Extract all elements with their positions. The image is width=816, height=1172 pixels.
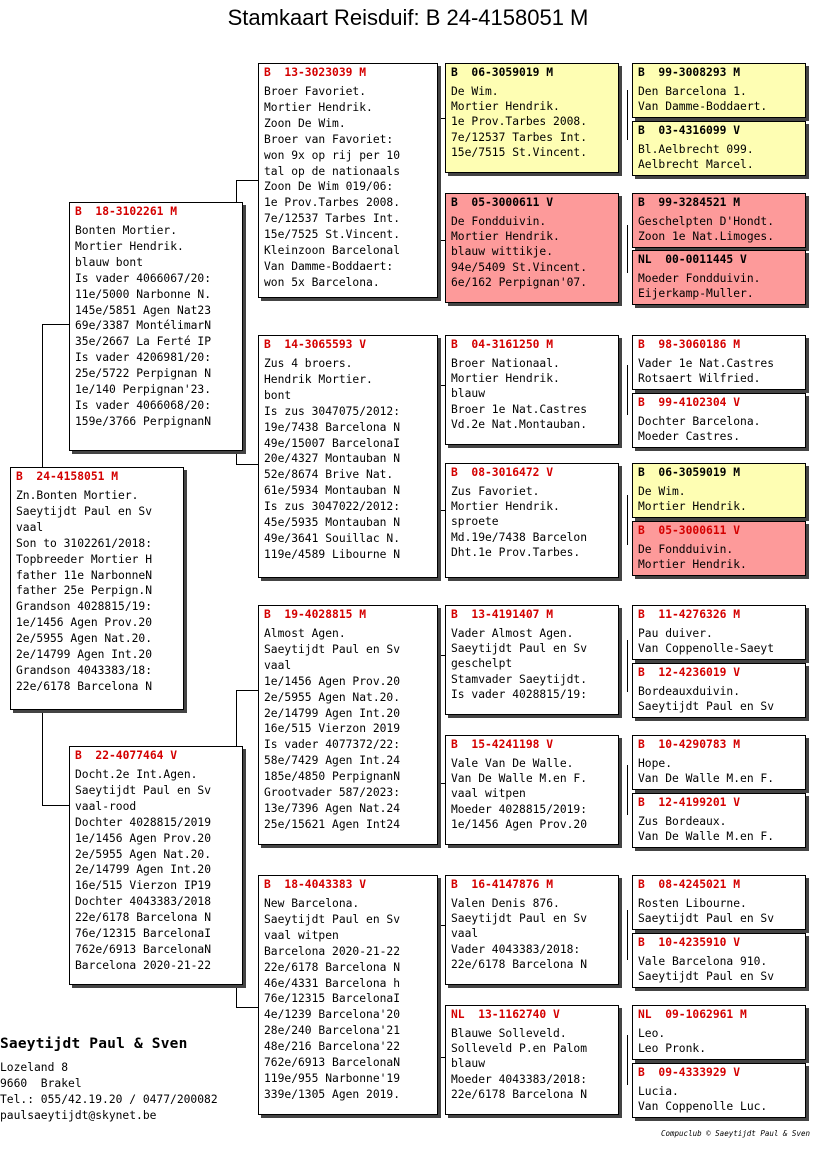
owner-name: Saeytijdt Paul & Sven <box>0 1036 188 1052</box>
pedigree-line: Grandson 4028815/19: <box>16 600 153 614</box>
ring-number: B 09-4333929 V <box>638 1066 741 1079</box>
pedigree-line: 25e/15621 Agen Int24 <box>264 817 401 831</box>
pedigree-line: 185e/4850 PerpignanN <box>264 770 401 784</box>
pedigree-line: 2e/14799 Agen Int.20 <box>75 863 212 877</box>
pedigree-line: 159e/3766 PerpignanN <box>75 414 212 428</box>
pedigree-line: Bonten Mortier. <box>75 224 178 237</box>
pedigree-line: Broer van Favoriet: <box>264 132 394 146</box>
pedigree-line: Leo. <box>638 1027 666 1040</box>
pedigree-line: Valen Denis 876. <box>451 897 560 910</box>
pedigree-line: Vale Barcelona 910. <box>638 955 768 968</box>
pedigree-line: Bordeauxduivin. <box>638 685 741 698</box>
pedigree-line: Is vader 4066067/20: <box>75 271 212 285</box>
pedigree-line: vaal <box>16 520 44 534</box>
pedigree-line: Mortier Hendrik. <box>451 500 560 514</box>
pedigree-line: 28e/240 Barcelona'21 <box>264 1024 401 1038</box>
connector-line <box>236 985 237 1007</box>
pedigree-line: Moeder 4028815/2019: <box>451 802 588 816</box>
ring-number: B 14-3065593 V <box>264 338 367 351</box>
connector-line <box>236 690 237 746</box>
pedigree-line: 49e/3641 Souillac N. <box>264 531 401 545</box>
pedigree-line: 69e/3387 MontélimarN <box>75 319 212 333</box>
ring-number: B 99-3008293 M <box>638 66 741 79</box>
pedigree-line: 46e/4331 Barcelona h <box>264 976 401 990</box>
pedigree-card-gen4[interactable] <box>632 605 806 660</box>
pedigree-line: Mortier Hendrik. <box>638 558 747 572</box>
pedigree-line: Vader Almost Agen. <box>451 627 574 640</box>
pedigree-card-gen3[interactable] <box>445 193 619 303</box>
connector-line <box>42 324 43 468</box>
pedigree-line: blauw <box>451 1057 486 1071</box>
connector-line <box>236 180 237 202</box>
ring-number: B 15-4241198 V <box>451 738 554 751</box>
pedigree-line: 145e/5851 Agen Nat23 <box>75 303 212 317</box>
ring-number: B 99-4102304 V <box>638 396 741 409</box>
pedigree-line: Mortier Hendrik. <box>451 372 560 386</box>
pedigree-card-gen4[interactable] <box>632 735 806 790</box>
pedigree-line: Is zus 3047022/2012: <box>264 500 401 514</box>
pedigree-line: Solleveld P.en Palom <box>451 1042 588 1056</box>
connector-line <box>42 805 69 806</box>
pedigree-line: Saeytijdt Paul en Sv <box>638 700 775 714</box>
connector-line <box>627 1035 628 1085</box>
pedigree-line: Saeytijdt Paul en Sv <box>451 912 588 926</box>
pedigree-line: won 5x Barcelona. <box>264 275 380 289</box>
pedigree-line: De Wim. <box>451 85 499 98</box>
ring-number: B 05-3000611 V <box>638 524 741 537</box>
connector-line <box>627 495 628 545</box>
pedigree-line: Broer 1e Nat.Castres <box>451 402 588 416</box>
ring-number: B 11-4276326 M <box>638 608 741 621</box>
pedigree-line: 76e/12315 BarcelonaI <box>264 992 401 1006</box>
pedigree-card-gen4[interactable] <box>632 463 806 518</box>
ring-number: B 24-4158051 M <box>16 470 119 483</box>
pedigree-line: 22e/6178 Barcelona N <box>451 1087 588 1101</box>
pedigree-line: Saeytijdt Paul en Sv <box>264 642 401 656</box>
pedigree-line: 1e/1456 Agen Prov.20 <box>264 674 401 688</box>
pedigree-line: 1e/1456 Agen Prov.20 <box>16 616 153 630</box>
pedigree-line: Grootvader 587/2023: <box>264 786 401 800</box>
pedigree-line: vaal <box>264 658 292 672</box>
pedigree-line: Geschelpten D'Hondt. <box>638 215 775 228</box>
pedigree-line: Dochter 4028815/2019 <box>75 815 212 829</box>
pedigree-line: Zoon De Wim 019/06: <box>264 180 394 194</box>
pedigree-line: 16e/515 Vierzon IP19 <box>75 879 212 893</box>
pedigree-card-gen4[interactable] <box>632 63 806 118</box>
pedigree-line: Md.19e/7438 Barcelon <box>451 530 588 544</box>
pedigree-line: 6e/162 Perpignan'07. <box>451 275 588 289</box>
pedigree-line: Rosten Libourne. <box>638 897 747 910</box>
pedigree-line: Zoon De Wim. <box>264 116 346 130</box>
connector-line <box>236 1007 258 1008</box>
pedigree-card-gen3[interactable] <box>445 605 619 715</box>
pedigree-line: Rotsaert Wilfried. <box>638 372 761 386</box>
pedigree-line: Is vader 4028815/19: <box>451 687 588 701</box>
pedigree-line: Vd.2e Nat.Montauban. <box>451 417 588 431</box>
pedigree-line: blauw <box>451 387 486 401</box>
ring-number: B 05-3000611 V <box>451 196 554 209</box>
pedigree-line: 22e/6178 Barcelona N <box>16 679 153 693</box>
ring-number: B 12-4236019 V <box>638 666 741 679</box>
pedigree-line: Saeytijdt Paul en Sv <box>75 783 212 797</box>
pedigree-line: Barcelona 2020-21-22 <box>264 944 401 958</box>
connector-line <box>236 450 237 464</box>
pedigree-line: Vader 1e Nat.Castres <box>638 357 775 370</box>
pedigree-card-gen4[interactable] <box>632 393 806 448</box>
pedigree-line: 25e/5722 Perpignan N <box>75 367 212 381</box>
pedigree-line: Van Damme-Boddaert. <box>638 100 768 114</box>
ring-number: B 99-3284521 M <box>638 196 741 209</box>
pedigree-line: 7e/12537 Tarbes Int. <box>451 130 588 144</box>
ring-number: B 03-4316099 V <box>638 124 741 137</box>
connector-line <box>42 709 43 805</box>
pedigree-line: 2e/5955 Agen Nat.20. <box>16 632 153 646</box>
pedigree-line: Den Barcelona 1. <box>638 85 747 98</box>
ring-number: B 06-3059019 M <box>451 66 554 79</box>
pedigree-line: Saeytijdt Paul en Sv <box>638 912 775 926</box>
pedigree-line: De Fondduivin. <box>451 215 547 228</box>
pedigree-line: Leo Pronk. <box>638 1042 707 1056</box>
pedigree-line: 61e/5934 Montauban N <box>264 484 401 498</box>
pedigree-line: 13e/7396 Agen Nat.24 <box>264 801 401 815</box>
pedigree-line: 762e/6913 BarcelonaN <box>75 942 212 956</box>
pedigree-line: Is vader 4206981/20: <box>75 351 212 365</box>
pedigree-line: 94e/5409 St.Vincent. <box>451 260 588 274</box>
pedigree-line: Mortier Hendrik. <box>264 100 373 114</box>
pedigree-line: 2e/14799 Agen Int.20 <box>16 648 153 662</box>
ring-number: B 08-3016472 V <box>451 466 554 479</box>
pedigree-line: Zus Favoriet. <box>451 485 540 498</box>
owner-phone: Tel.: 055/42.19.20 / 0477/200082 <box>0 1093 218 1106</box>
connector-line <box>627 765 628 815</box>
pedigree-line: Van Coppenolle Luc. <box>638 1100 768 1114</box>
pedigree-line: 1e/1456 Agen Prov.20 <box>451 817 588 831</box>
pedigree-line: Vale Van De Walle. <box>451 757 574 770</box>
ring-number: B 13-4191407 M <box>451 608 554 621</box>
pedigree-line: 119e/955 Narbonne'19 <box>264 1071 401 1085</box>
pedigree-card-subject[interactable] <box>10 467 184 710</box>
ring-number: B 10-4290783 M <box>638 738 741 751</box>
pedigree-line: Is vader 4066068/20: <box>75 398 212 412</box>
pedigree-line: 7e/12537 Tarbes Int. <box>264 212 401 226</box>
software-credit: Compuclub © Saeytijdt Paul & Sven <box>660 1129 810 1138</box>
pedigree-line: Broer Nationaal. <box>451 357 560 370</box>
connector-line <box>236 180 258 181</box>
ring-number: NL 00-0011445 V <box>638 253 747 266</box>
pedigree-line: Moeder Castres. <box>638 430 741 444</box>
connector-line <box>236 464 258 465</box>
pedigree-line: 15e/7525 St.Vincent. <box>264 228 401 242</box>
pedigree-card-gen3[interactable] <box>445 875 619 985</box>
pedigree-line: sproete <box>451 515 499 529</box>
pedigree-line: 2e/14799 Agen Int.20 <box>264 706 401 720</box>
ring-number: B 98-3060186 M <box>638 338 741 351</box>
pedigree-line: 58e/7429 Agen Int.24 <box>264 754 401 768</box>
pedigree-line: bont <box>264 388 292 402</box>
pedigree-line: Zoon 1e Nat.Limoges. <box>638 230 775 244</box>
owner-email[interactable]: paulsaeytijdt@skynet.be <box>0 1109 157 1122</box>
pedigree-line: Is zus 3047075/2012: <box>264 404 401 418</box>
pedigree-line: Zus 4 broers. <box>264 357 353 370</box>
ring-number: B 19-4028815 M <box>264 608 367 621</box>
pedigree-line: Mortier Hendrik. <box>75 239 184 253</box>
pedigree-card-gen4[interactable] <box>632 521 806 576</box>
pedigree-line: Van De Walle M.en F. <box>451 772 588 786</box>
pedigree-line: 52e/8674 Brive Nat. <box>264 468 394 482</box>
pedigree-line: Blauwe Solleveld. <box>451 1027 567 1040</box>
pedigree-line: Barcelona 2020-21-22 <box>75 958 212 972</box>
ring-number: B 10-4235910 V <box>638 936 741 949</box>
pedigree-line: Kleinzoon Barcelonal <box>264 244 401 258</box>
pedigree-line: father 25e Perpign.N <box>16 584 153 598</box>
pedigree-card-grandmother-maternal[interactable] <box>258 875 438 1115</box>
pedigree-line: 22e/6178 Barcelona N <box>264 960 401 974</box>
pedigree-line: vaal witpen <box>451 787 526 801</box>
pedigree-line: Van Damme-Boddaert: <box>264 259 394 273</box>
pedigree-line: Zn.Bonten Mortier. <box>16 489 139 502</box>
pedigree-line: 2e/5955 Agen Nat.20. <box>264 690 401 704</box>
pedigree-line: 1e Prov.Tarbes 2008. <box>264 196 401 210</box>
ring-number: B 22-4077464 V <box>75 749 178 762</box>
pedigree-line: 48e/216 Barcelona'22 <box>264 1040 401 1054</box>
pedigree-line: 1e/140 Perpignan'23. <box>75 383 212 397</box>
pedigree-card-grandfather-paternal[interactable] <box>258 63 438 298</box>
pedigree-line: 2e/5955 Agen Nat.20. <box>75 847 212 861</box>
ring-number: B 04-3161250 M <box>451 338 554 351</box>
pedigree-card-gen4[interactable] <box>632 663 806 718</box>
pedigree-card-gen3[interactable] <box>445 463 619 578</box>
owner-address-street: Lozeland 8 <box>0 1061 69 1074</box>
pedigree-line: De Fondduivin. <box>638 543 734 556</box>
pedigree-line: blauw bont <box>75 255 144 269</box>
pedigree-line: 22e/6178 Barcelona N <box>75 911 212 925</box>
pedigree-card-grandfather-maternal[interactable] <box>258 605 438 845</box>
pedigree-line: Vader 4043383/2018: <box>451 942 581 956</box>
pedigree-card-gen3[interactable] <box>445 735 619 845</box>
pedigree-line: Stamvader Saeytijdt. <box>451 672 588 686</box>
connector-line <box>627 225 628 273</box>
ring-number: NL 13-1162740 V <box>451 1008 560 1021</box>
pedigree-line: 45e/5935 Montauban N <box>264 516 401 530</box>
pedigree-line: blauw wittikje. <box>451 245 554 259</box>
pedigree-card-father[interactable] <box>69 202 243 451</box>
pedigree-line: 1e Prov.Tarbes 2008. <box>451 115 588 129</box>
ring-number: B 06-3059019 M <box>638 466 741 479</box>
pedigree-line: vaal <box>451 927 479 941</box>
ring-number: NL 09-1062961 M <box>638 1008 747 1021</box>
ring-number: B 08-4245021 M <box>638 878 741 891</box>
pedigree-card-gen4[interactable] <box>632 793 806 848</box>
pedigree-line: 762e/6913 BarcelonaN <box>264 1056 401 1070</box>
pedigree-line: Moeder Fondduivin. <box>638 272 761 285</box>
ring-number: B 18-3102261 M <box>75 205 178 218</box>
pedigree-line: 76e/12315 BarcelonaI <box>75 927 212 941</box>
ring-number: B 16-4147876 M <box>451 878 554 891</box>
connector-line <box>627 365 628 415</box>
pedigree-card-gen4[interactable] <box>632 1005 806 1060</box>
pedigree-card-gen3[interactable] <box>445 335 619 445</box>
pedigree-line: geschelpt <box>451 657 513 671</box>
pedigree-line: Mortier Hendrik. <box>638 500 747 514</box>
pedigree-line: Mortier Hendrik. <box>451 230 560 244</box>
pedigree-card-gen4[interactable] <box>632 875 806 930</box>
pedigree-card-gen4[interactable] <box>632 1063 806 1118</box>
pedigree-line: Hendrik Mortier. <box>264 372 373 386</box>
pedigree-line: Lucia. <box>638 1085 679 1098</box>
pedigree-line: Van De Walle M.en F. <box>638 830 775 844</box>
pedigree-line: Saeytijdt Paul en Sv <box>264 912 401 926</box>
ring-number: B 13-3023039 M <box>264 66 367 79</box>
pedigree-line: Topbreeder Mortier H <box>16 552 153 566</box>
pedigree-line: Dht.1e Prov.Tarbes. <box>451 545 581 559</box>
pedigree-line: 119e/4589 Libourne N <box>264 547 401 561</box>
pedigree-line: Van Coppenolle-Saeyt <box>638 642 775 656</box>
pedigree-line: Almost Agen. <box>264 627 346 640</box>
pedigree-line: Pau duiver. <box>638 627 713 640</box>
pedigree-line: Is vader 4077372/22: <box>264 738 401 752</box>
connector-line <box>627 910 628 960</box>
pedigree-line: Docht.2e Int.Agen. <box>75 768 198 781</box>
pedigree-line: De Wim. <box>638 485 686 498</box>
pedigree-card-gen3[interactable] <box>445 1005 619 1115</box>
connector-line <box>236 690 258 691</box>
pedigree-line: 11e/5000 Narbonne N. <box>75 287 212 301</box>
pedigree-card-gen4[interactable] <box>632 250 806 305</box>
pedigree-card-mother[interactable] <box>69 746 243 985</box>
pedigree-line: Saeytijdt Paul en Sv <box>16 504 153 518</box>
pedigree-line: tal op de nationaals <box>264 164 401 178</box>
owner-address-city: 9660 Brakel <box>0 1077 82 1090</box>
pedigree-line: Grandson 4043383/18: <box>16 663 153 677</box>
pedigree-card-gen4[interactable] <box>632 933 806 988</box>
pedigree-line: Eijerkamp-Muller. <box>638 287 754 301</box>
pedigree-card-gen4[interactable] <box>632 193 806 248</box>
ring-number: B 18-4043383 V <box>264 878 367 891</box>
pedigree-line: Bl.Aelbrecht 099. <box>638 143 754 156</box>
pedigree-line: Hope. <box>638 757 673 770</box>
pedigree-card-grandmother-paternal[interactable] <box>258 335 438 578</box>
pedigree-line: vaal-rood <box>75 799 137 813</box>
pedigree-line: 22e/6178 Barcelona N <box>451 957 588 971</box>
pedigree-line: Moeder 4043383/2018: <box>451 1072 588 1086</box>
pedigree-line: 49e/15007 BarcelonaI <box>264 436 401 450</box>
connector-line <box>42 324 69 325</box>
pedigree-line: Van De Walle M.en F. <box>638 772 775 786</box>
pedigree-line: 16e/515 Vierzon 2019 <box>264 722 401 736</box>
pedigree-card-gen4[interactable] <box>632 121 806 176</box>
ring-number: B 12-4199201 V <box>638 796 741 809</box>
pedigree-line: 20e/4327 Montauban N <box>264 452 401 466</box>
pedigree-line: won 9x op rij per 10 <box>264 148 401 162</box>
pedigree-line: 19e/7438 Barcelona N <box>264 420 401 434</box>
pedigree-line: 4e/1239 Barcelona'20 <box>264 1008 401 1022</box>
pedigree-line: Son to 3102261/2018: <box>16 536 153 550</box>
pedigree-line: Saeytijdt Paul en Sv <box>451 642 588 656</box>
pedigree-line: Aelbrecht Marcel. <box>638 158 754 172</box>
pedigree-line: Zus Bordeaux. <box>638 815 727 828</box>
pedigree-line: Dochter Barcelona. <box>638 415 761 428</box>
pedigree-line: Dochter 4043383/2018 <box>75 895 212 909</box>
pedigree-line: 35e/2667 La Ferté IP <box>75 335 212 349</box>
connector-line <box>627 640 628 692</box>
pedigree-line: Saeytijdt Paul en Sv <box>638 970 775 984</box>
pedigree-line: 339e/1305 Agen 2019. <box>264 1087 401 1101</box>
page-title: Stamkaart Reisduif: B 24-4158051 M <box>227 5 589 30</box>
pedigree-line: 1e/1456 Agen Prov.20 <box>75 831 212 845</box>
pedigree-line: New Barcelona. <box>264 897 360 910</box>
pedigree-card-gen3[interactable] <box>445 63 619 173</box>
connector-line <box>627 90 628 140</box>
pedigree-line: Mortier Hendrik. <box>451 100 560 114</box>
pedigree-line: 15e/7515 St.Vincent. <box>451 145 588 159</box>
pedigree-line: vaal witpen <box>264 928 339 942</box>
pedigree-card-gen4[interactable] <box>632 335 806 390</box>
pedigree-line: Broer Favoriet. <box>264 85 367 98</box>
pedigree-line: father 11e NarbonneN <box>16 568 153 582</box>
